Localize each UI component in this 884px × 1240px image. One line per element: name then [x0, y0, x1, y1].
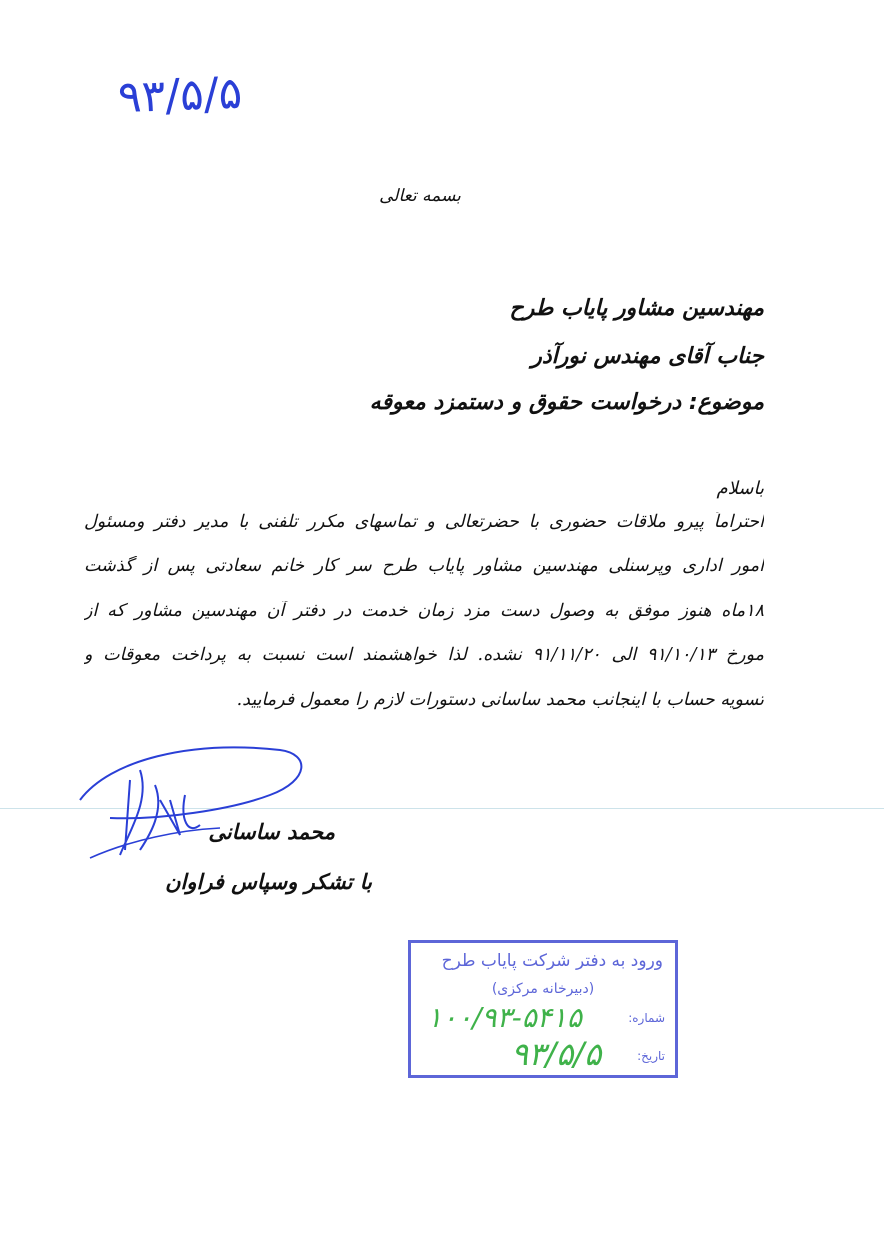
recipient-name: جناب آقای مهندس نورآذر [531, 344, 764, 369]
handwritten-date: ۹۳/۵/۵ [117, 67, 244, 124]
stamp-title: ورود به دفتر شرکت پایاب طرح [441, 951, 663, 971]
letter-subject: موضوع: درخواست حقوق و دستمزد معوقه [369, 390, 764, 415]
body-line: مورخ ۹۱/۱۰/۱۳ الی ۹۱/۱۱/۲۰ نشده. لذا خواهشمند است نسبت به پرداخت معوقات و [84, 645, 764, 665]
body-line: احتراماً پیرو ملاقات حضوری با حضرتعالی و تماسهای مکرر تلفنی با مدیر دفتر ومسئول [84, 512, 764, 532]
body-line: امور اداری وپرسنلی مهندسین مشاور پایاب طرح سر کار خانم سعادتی پس از گذشت [84, 556, 764, 576]
greeting: باسلام [716, 478, 764, 499]
handwritten-signature [70, 740, 310, 870]
signer-name: محمد ساسانی [208, 820, 335, 844]
body-line: تسویه حساب با اینجانب محمد ساسانی دستورات لازم را معمول فرمایید. [236, 690, 764, 710]
stamp-subtitle: (دبیرخانه مرکزی) [491, 981, 595, 997]
closing-text: با تشکر وسپاس فراوان [165, 870, 372, 894]
stamp-date-value: ۹۳/۵/۵ [511, 1035, 602, 1073]
recipient-company: مهندسین مشاور پایاب طرح [509, 296, 764, 321]
body-line: ۱۸ماه هنوز موفق به وصول دست مزد زمان خدمت در دفتر آن مهندسین مشاور که از [84, 601, 764, 621]
stamp-date-label: تاریخ: [637, 1049, 665, 1063]
stamp-number-label: شماره: [628, 1011, 665, 1025]
letter-heading: بسمه تعالی [379, 186, 461, 206]
stamp-number-value: ۱۰۰/۹۳-۵۴۱۵ [427, 1001, 582, 1034]
receipt-stamp [408, 940, 678, 1078]
